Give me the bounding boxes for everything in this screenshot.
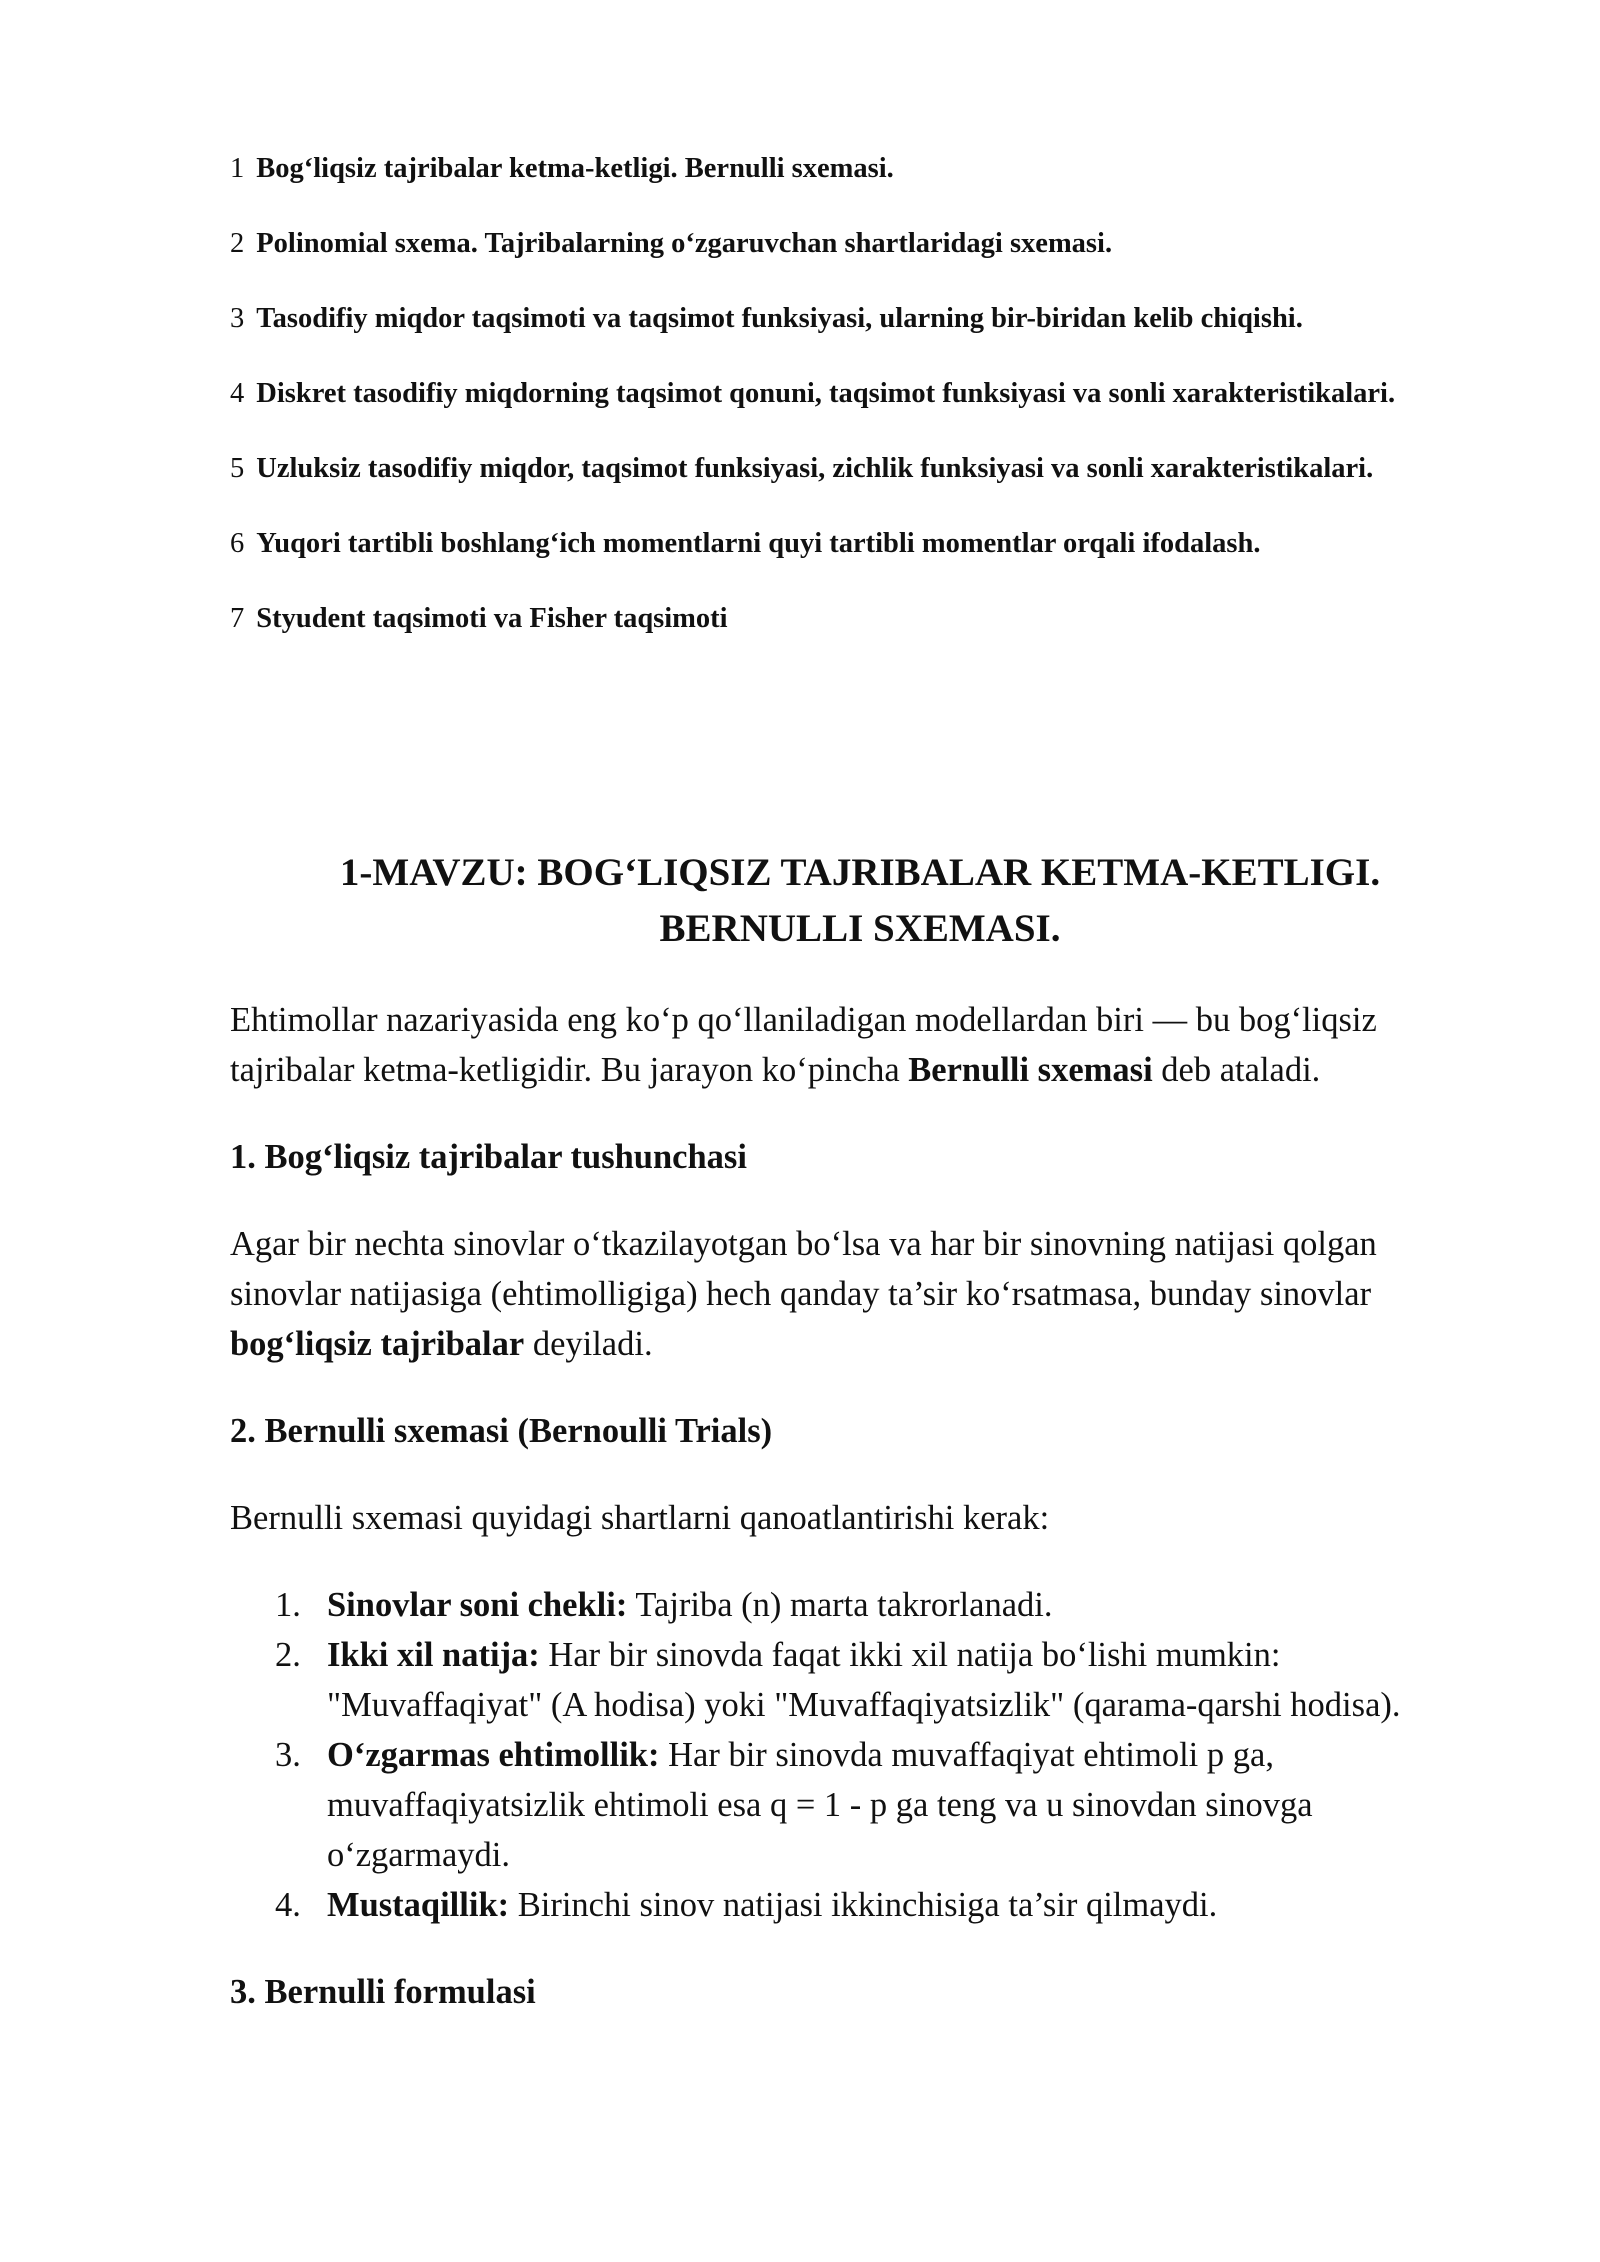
toc-title: Diskret tasodifiy miqdorning taqsimot qonuni, taqsimot funksiyasi va sonli xarakteristikalari. [256, 378, 1396, 409]
bernoulli-conditions-list [230, 1580, 1490, 1930]
topic-heading [230, 845, 1490, 957]
condition-text: Har bir sinovda muvaffaqiyat ehtimoli p ga, muvaffaqiyatsizlik ehtimoli esa q = 1 - p ga teng va u sinovdan sinovga o‘zgarmaydi. [327, 1736, 1313, 1874]
toc-item [230, 450, 1500, 488]
condition-label: O‘zgarmas ehtimollik: [327, 1736, 660, 1774]
toc-number: 1 [230, 153, 245, 184]
section-1-bold-term: bog‘liqsiz tajribalar [230, 1325, 525, 1363]
intro-text: Ehtimollar nazariyasida eng ko‘p qo‘llaniladigan modellardan biri — bu bog‘liqsiz tajribalar ketma-ketligidir. Bu jarayon ko‘pincha [230, 1001, 1377, 1089]
table-of-contents [230, 150, 1500, 675]
heading-line-2: BERNULLI SXEMASI. [659, 907, 1061, 950]
toc-item [230, 375, 1500, 413]
condition-number: 4. [275, 1886, 301, 1924]
condition-item [275, 1880, 1490, 1930]
toc-number: 4 [230, 378, 245, 409]
toc-number: 7 [230, 603, 245, 634]
condition-label: Sinovlar soni chekli: [327, 1586, 628, 1624]
condition-item [275, 1630, 1490, 1730]
toc-title: Yuqori tartibli boshlang‘ich momentlarni quyi tartibli momentlar orqali ifodalash. [256, 528, 1261, 559]
section-1-title: 1. Bog‘liqsiz tajribalar tushunchasi [230, 1138, 747, 1176]
section-2-lead: Bernulli sxemasi quyidagi shartlarni qanoatlantirishi kerak: [230, 1499, 1050, 1537]
section-1-text-end: deyiladi. [524, 1325, 653, 1363]
section-1-text: Agar bir nechta sinovlar o‘tkazilayotgan bo‘lsa va har bir sinovning natijasi qolgan sinovlar natijasiga (ehtimolligiga) hech qanday ta’sir ko‘rsatmasa, bunday sinovlar [230, 1225, 1377, 1313]
toc-title: Bog‘liqsiz tajribalar ketma-ketligi. Bernulli sxemasi. [256, 153, 894, 184]
toc-title: Styudent taqsimoti va Fisher taqsimoti [256, 603, 728, 634]
condition-item [275, 1580, 1490, 1630]
section-3-title: 3. Bernulli formulasi [230, 1973, 536, 2011]
toc-number: 2 [230, 228, 245, 259]
toc-item [230, 150, 1500, 188]
section-1-paragraph [230, 1219, 1490, 1369]
toc-item [230, 225, 1500, 263]
condition-text: Tajriba (n) marta takrorlanadi. [627, 1586, 1053, 1624]
heading-line-1: 1-MAVZU: BOG‘LIQSIZ TAJRIBALAR KETMA-KETLIGI. [339, 851, 1381, 894]
toc-item [230, 600, 1500, 638]
toc-title: Tasodifiy miqdor taqsimoti va taqsimot funksiyasi, ularning bir-biridan kelib chiqishi. [256, 303, 1303, 334]
toc-number: 5 [230, 453, 245, 484]
section-2-title: 2. Bernulli sxemasi (Bernoulli Trials) [230, 1412, 773, 1450]
content-body [230, 995, 1490, 2054]
toc-title: Uzluksiz tasodifiy miqdor, taqsimot funksiyasi, zichlik funksiyasi va sonli xarakteristikalari. [256, 453, 1374, 484]
condition-item [275, 1730, 1490, 1880]
toc-number: 3 [230, 303, 245, 334]
intro-paragraph [230, 995, 1490, 1095]
condition-text: Birinchi sinov natijasi ikkinchisiga ta’sir qilmaydi. [509, 1886, 1218, 1924]
condition-number: 3. [275, 1736, 301, 1774]
intro-bold-term: Bernulli sxemasi [908, 1051, 1153, 1089]
toc-item [230, 525, 1500, 563]
condition-number: 1. [275, 1586, 301, 1624]
toc-item [230, 300, 1500, 338]
toc-title: Polinomial sxema. Tajribalarning o‘zgaruvchan shartlaridagi sxemasi. [256, 228, 1113, 259]
condition-label: Mustaqillik: [327, 1886, 510, 1924]
toc-number: 6 [230, 528, 245, 559]
condition-text: Har bir sinovda faqat ikki xil natija bo‘lishi mumkin: "Muvaffaqiyat" (A hodisa) yoki "Muvaffaqiyatsizlik" (qarama-qarshi hodisa). [327, 1636, 1401, 1724]
condition-label: Ikki xil natija: [327, 1636, 540, 1674]
intro-text-end: deb ataladi. [1152, 1051, 1321, 1089]
condition-number: 2. [275, 1636, 301, 1674]
